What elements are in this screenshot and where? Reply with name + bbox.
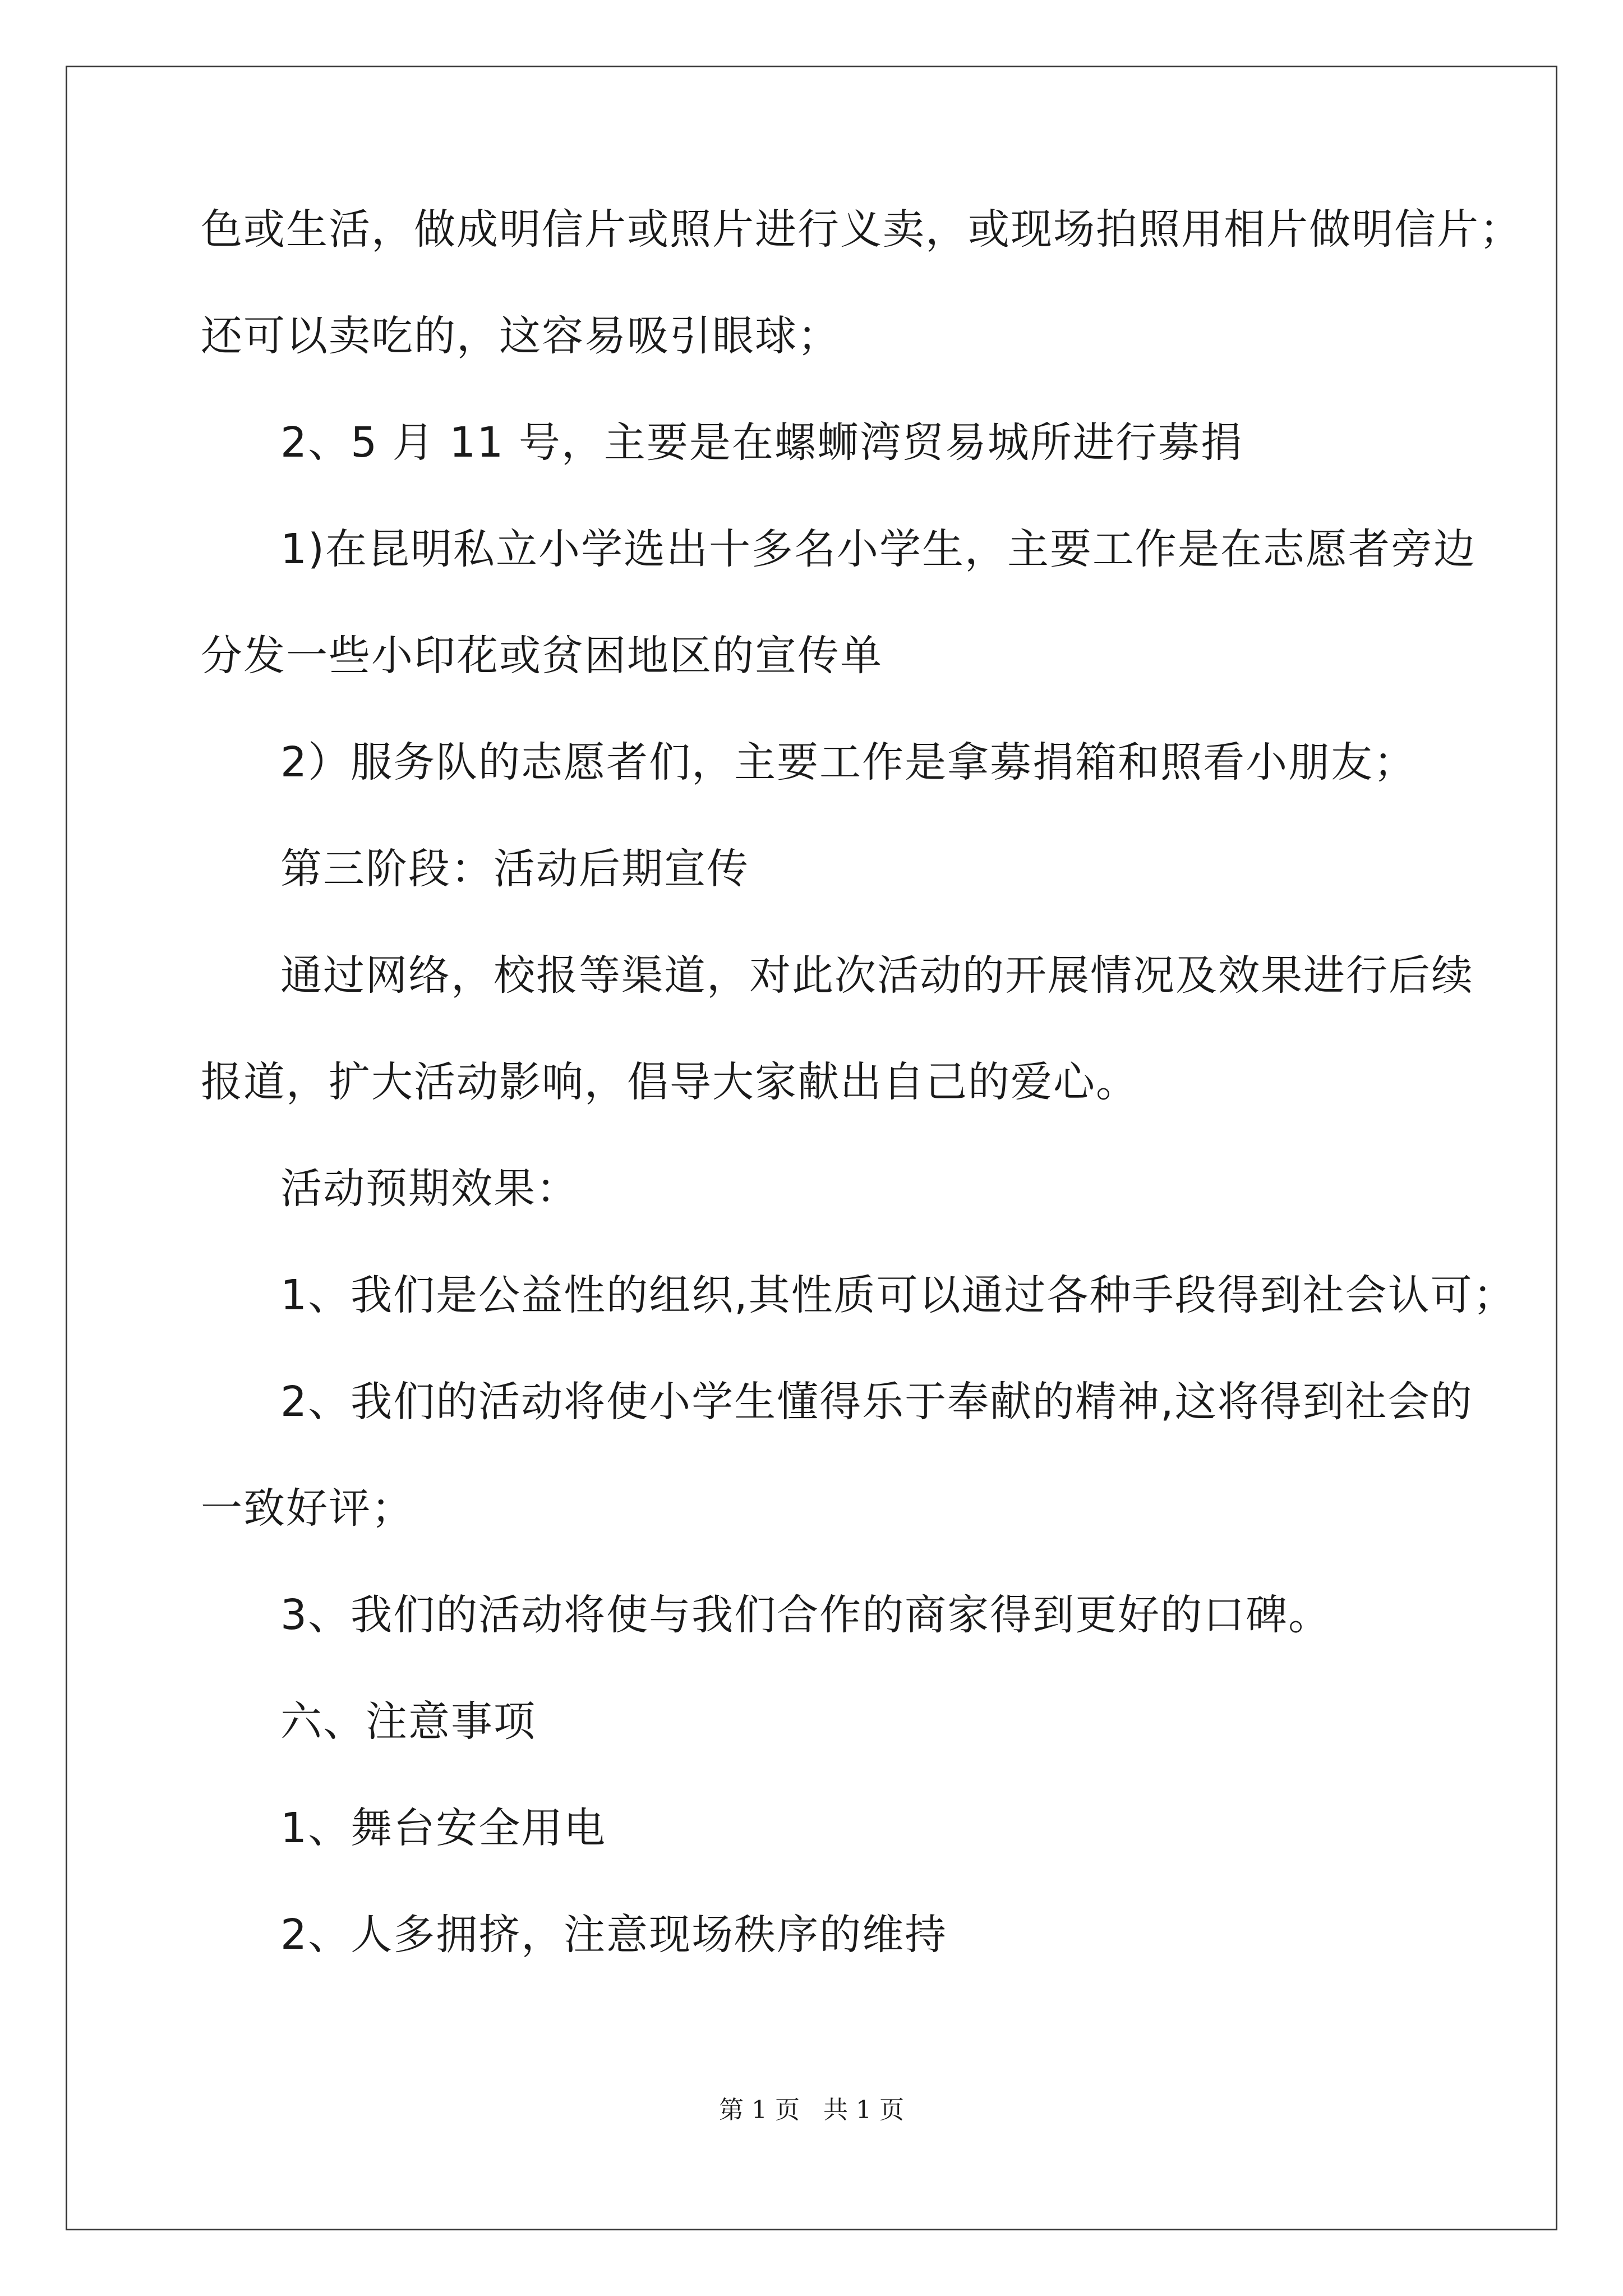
text-line: 2）服务队的志愿者们，主要工作是拿募捐箱和照看小朋友； xyxy=(280,738,1417,786)
text-line: 2、我们的活动将使小学生懂得乐于奉献的精神,这将得到社会的 xyxy=(280,1378,1473,1426)
text-line: 通过网络，校报等渠道，对此次活动的开展情况及效果进行后续 xyxy=(280,951,1474,1000)
text-line: 1)在昆明私立小学选出十多名小学生，主要工作是在志愿者旁边 xyxy=(280,525,1476,573)
page-number-current: 第 1 页 xyxy=(719,2096,800,2124)
text-line: 第三阶段：活动后期宣传 xyxy=(280,845,749,893)
text-line: 还可以卖吃的，这容易吸引眼球； xyxy=(201,312,840,360)
text-line: 1、舞台安全用电 xyxy=(280,1804,607,1852)
page-footer xyxy=(0,2090,1623,2125)
text-line: 1、我们是公益性的组织,其性质可以通过各种手段得到社会认可； xyxy=(280,1271,1516,1319)
page-number-total: 共 1 页 xyxy=(823,2096,904,2124)
text-line: 3、我们的活动将使与我们合作的商家得到更好的口碑。 xyxy=(280,1591,1331,1639)
text-line: 色或生活，做成明信片或照片进行义卖，或现场拍照用相片做明信片； xyxy=(201,205,1522,254)
text-line: 分发一些小印花或贫困地区的宣传单 xyxy=(201,632,883,680)
text-line: 六、注意事项 xyxy=(280,1697,536,1746)
text-line: 2、人多拥挤，注意现场秩序的维持 xyxy=(280,1911,948,1959)
page-border xyxy=(66,66,1557,2230)
text-line: 2、5 月 11 号，主要是在螺蛳湾贸易城所进行募捐 xyxy=(280,418,1243,467)
text-line: 报道，扩大活动影响，倡导大家献出自己的爱心。 xyxy=(201,1058,1138,1106)
text-line: 一致好评； xyxy=(201,1484,414,1533)
text-line: 活动预期效果： xyxy=(280,1165,579,1213)
